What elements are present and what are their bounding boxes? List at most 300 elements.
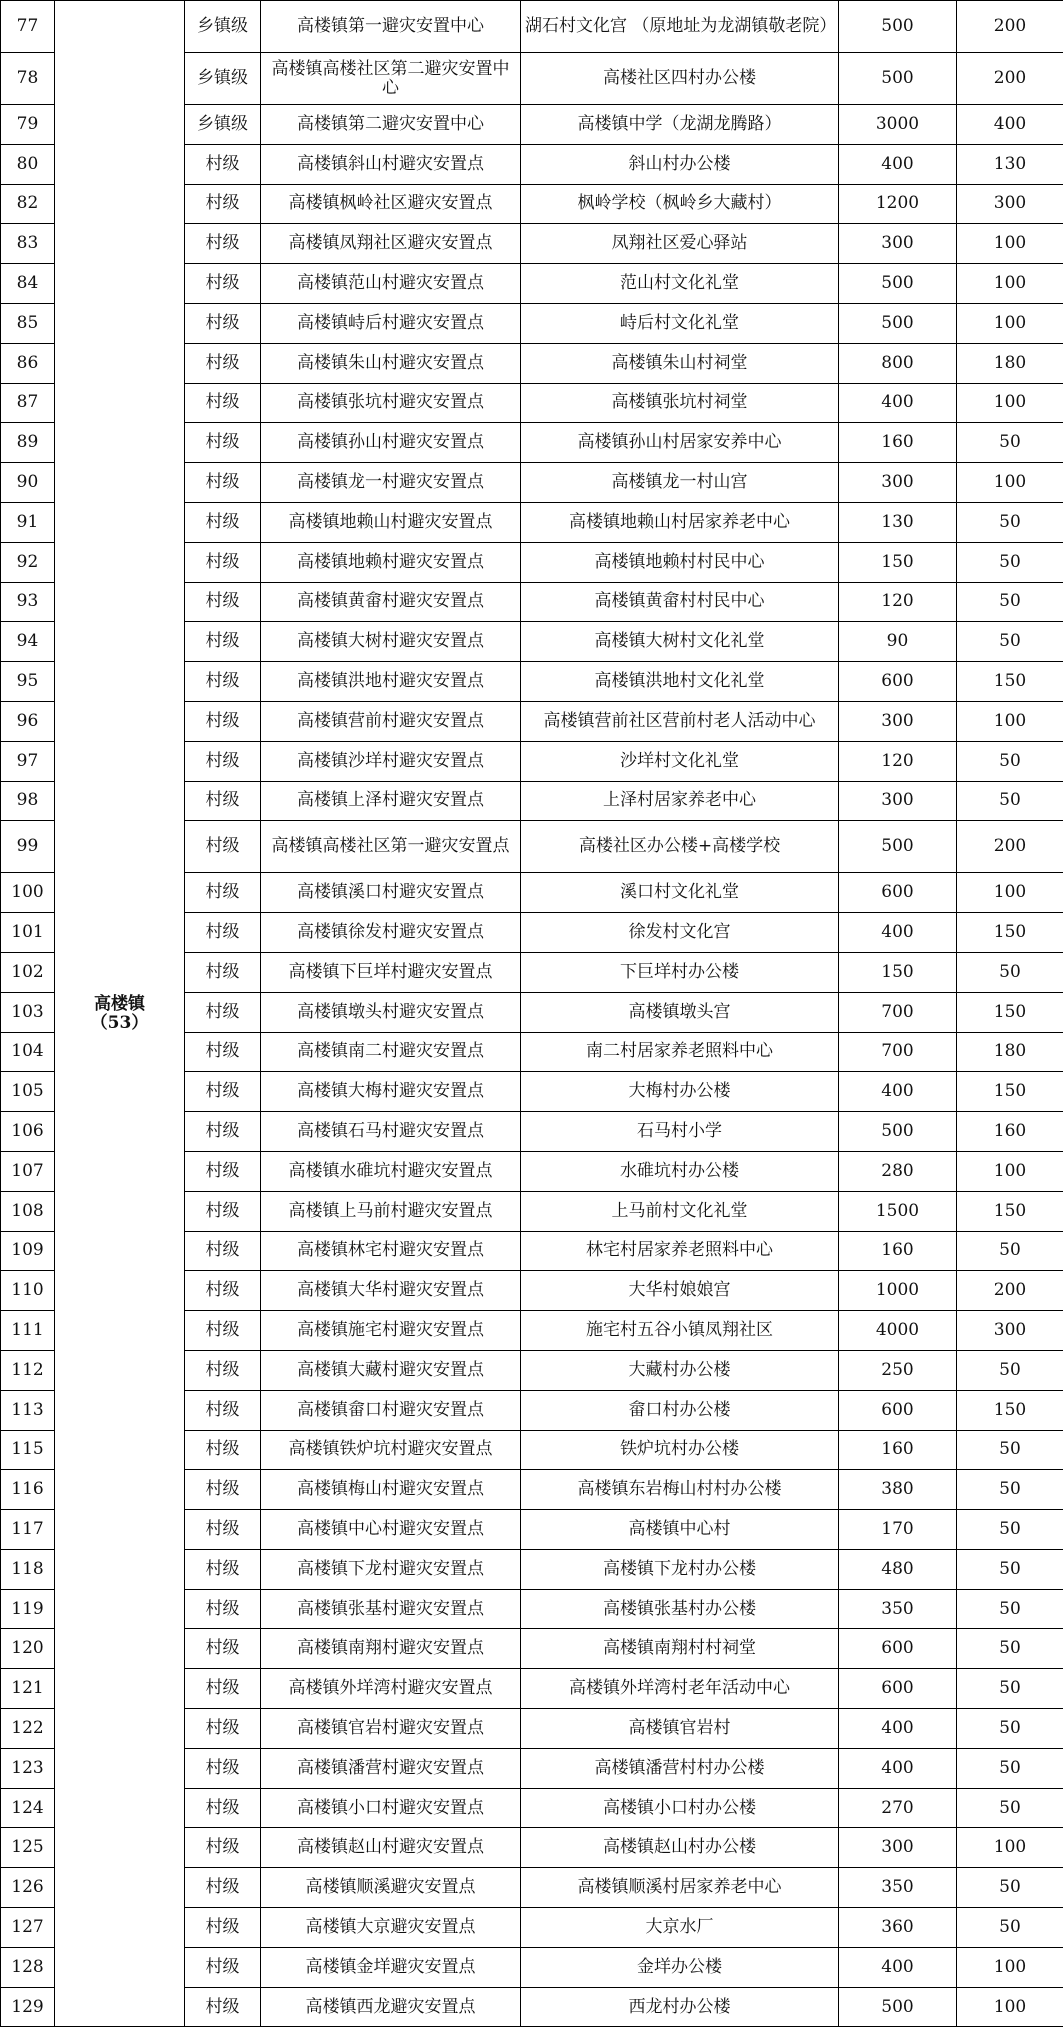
- location-cell: 高楼镇孙山村居家安养中心: [521, 423, 839, 463]
- level-cell: 村级: [185, 741, 261, 781]
- level-cell: 乡镇级: [185, 53, 261, 105]
- table-body: [1, 1, 1063, 2027]
- level-cell: 村级: [185, 1112, 261, 1152]
- row-number-cell: 92: [1, 542, 55, 582]
- level-cell: 村级: [185, 1709, 261, 1749]
- level-cell: 村级: [185, 502, 261, 542]
- shelter-name-cell: 高楼镇南二村避灾安置点: [261, 1032, 521, 1072]
- level-cell: 村级: [185, 542, 261, 582]
- capacity-cell: 50: [957, 952, 1063, 992]
- town-count: （53）: [90, 1012, 149, 1033]
- capacity-cell: 50: [957, 423, 1063, 463]
- location-cell: 高楼镇南翔村村祠堂: [521, 1629, 839, 1669]
- capacity-cell: 100: [957, 383, 1063, 423]
- location-cell: 南二村居家养老照料中心: [521, 1032, 839, 1072]
- area-cell: 480: [839, 1549, 957, 1589]
- area-cell: 500: [839, 303, 957, 343]
- shelter-name-cell: 高楼镇小口村避灾安置点: [261, 1788, 521, 1828]
- level-cell: 乡镇级: [185, 1, 261, 53]
- shelter-name-cell: 高楼镇畲口村避灾安置点: [261, 1390, 521, 1430]
- area-cell: 400: [839, 1072, 957, 1112]
- area-cell: 400: [839, 1748, 957, 1788]
- row-number-cell: 118: [1, 1549, 55, 1589]
- area-cell: 700: [839, 992, 957, 1032]
- capacity-cell: 150: [957, 1191, 1063, 1231]
- shelter-name-cell: 高楼镇赵山村避灾安置点: [261, 1828, 521, 1868]
- level-cell: 村级: [185, 1788, 261, 1828]
- location-cell: 高楼镇黄畲村村民中心: [521, 582, 839, 622]
- location-cell: 高楼镇顺溪村居家养老中心: [521, 1868, 839, 1908]
- row-number-cell: 87: [1, 383, 55, 423]
- area-cell: 270: [839, 1788, 957, 1828]
- area-cell: 350: [839, 1868, 957, 1908]
- shelter-name-cell: 高楼镇外垟湾村避灾安置点: [261, 1669, 521, 1709]
- shelter-name-cell: 高楼镇大华村避灾安置点: [261, 1271, 521, 1311]
- capacity-cell: 400: [957, 105, 1063, 145]
- level-cell: 村级: [185, 463, 261, 503]
- location-cell: 高楼镇小口村办公楼: [521, 1788, 839, 1828]
- location-cell: 峙后村文化礼堂: [521, 303, 839, 343]
- location-cell: 高楼镇张基村办公楼: [521, 1589, 839, 1629]
- capacity-cell: 100: [957, 264, 1063, 304]
- capacity-cell: 150: [957, 913, 1063, 953]
- shelter-name-cell: 高楼镇大藏村避灾安置点: [261, 1350, 521, 1390]
- row-number-cell: 115: [1, 1430, 55, 1470]
- shelter-name-cell: 高楼镇水碓坑村避灾安置点: [261, 1151, 521, 1191]
- shelter-name-cell: 高楼镇梅山村避灾安置点: [261, 1470, 521, 1510]
- location-cell: 高楼镇潘营村村办公楼: [521, 1748, 839, 1788]
- capacity-cell: 180: [957, 343, 1063, 383]
- location-cell: 高楼镇中学（龙湖龙腾路）: [521, 105, 839, 145]
- row-number-cell: 105: [1, 1072, 55, 1112]
- level-cell: 村级: [185, 1151, 261, 1191]
- location-cell: 高楼镇下龙村办公楼: [521, 1549, 839, 1589]
- level-cell: 村级: [185, 992, 261, 1032]
- location-cell: 溪口村文化礼堂: [521, 873, 839, 913]
- shelter-name-cell: 高楼镇高楼社区第二避灾安置中心: [261, 53, 521, 105]
- row-number-cell: 84: [1, 264, 55, 304]
- row-number-cell: 102: [1, 952, 55, 992]
- capacity-cell: 100: [957, 224, 1063, 264]
- capacity-cell: 50: [957, 1868, 1063, 1908]
- shelter-name-cell: 高楼镇上泽村避灾安置点: [261, 781, 521, 821]
- area-cell: 400: [839, 1947, 957, 1987]
- row-number-cell: 125: [1, 1828, 55, 1868]
- shelter-name-cell: 高楼镇营前村避灾安置点: [261, 701, 521, 741]
- area-cell: 160: [839, 1430, 957, 1470]
- capacity-cell: 100: [957, 1828, 1063, 1868]
- level-cell: 村级: [185, 701, 261, 741]
- level-cell: 村级: [185, 1191, 261, 1231]
- capacity-cell: 50: [957, 1231, 1063, 1271]
- shelter-name-cell: 高楼镇范山村避灾安置点: [261, 264, 521, 304]
- area-cell: 280: [839, 1151, 957, 1191]
- area-cell: 1500: [839, 1191, 957, 1231]
- shelter-name-cell: 高楼镇朱山村避灾安置点: [261, 343, 521, 383]
- level-cell: 村级: [185, 1390, 261, 1430]
- area-cell: 90: [839, 622, 957, 662]
- capacity-cell: 50: [957, 1908, 1063, 1948]
- area-cell: 160: [839, 423, 957, 463]
- area-cell: 120: [839, 582, 957, 622]
- level-cell: 村级: [185, 423, 261, 463]
- location-cell: 斜山村办公楼: [521, 144, 839, 184]
- row-number-cell: 109: [1, 1231, 55, 1271]
- capacity-cell: 150: [957, 662, 1063, 702]
- capacity-cell: 50: [957, 1470, 1063, 1510]
- row-number-cell: 123: [1, 1748, 55, 1788]
- location-cell: 高楼镇地赖山村居家养老中心: [521, 502, 839, 542]
- location-cell: 高楼镇张坑村祠堂: [521, 383, 839, 423]
- shelter-name-cell: 高楼镇大树村避灾安置点: [261, 622, 521, 662]
- shelter-name-cell: 高楼镇黄畲村避灾安置点: [261, 582, 521, 622]
- location-cell: 上马前村文化礼堂: [521, 1191, 839, 1231]
- shelter-name-cell: 高楼镇潘营村避灾安置点: [261, 1748, 521, 1788]
- level-cell: 村级: [185, 582, 261, 622]
- shelter-name-cell: 高楼镇峙后村避灾安置点: [261, 303, 521, 343]
- location-cell: 高楼镇龙一村山宫: [521, 463, 839, 503]
- area-cell: 360: [839, 1908, 957, 1948]
- capacity-cell: 300: [957, 1311, 1063, 1351]
- area-cell: 700: [839, 1032, 957, 1072]
- shelter-name-cell: 高楼镇林宅村避灾安置点: [261, 1231, 521, 1271]
- row-number-cell: 121: [1, 1669, 55, 1709]
- shelter-name-cell: 高楼镇地赖山村避灾安置点: [261, 502, 521, 542]
- level-cell: 村级: [185, 913, 261, 953]
- row-number-cell: 91: [1, 502, 55, 542]
- shelter-name-cell: 高楼镇墩头村避灾安置点: [261, 992, 521, 1032]
- shelter-name-cell: 高楼镇高楼社区第一避灾安置点: [261, 821, 521, 873]
- shelter-name-cell: 高楼镇西龙避灾安置点: [261, 1987, 521, 2027]
- row-number-cell: 86: [1, 343, 55, 383]
- shelter-name-cell: 高楼镇官岩村避灾安置点: [261, 1709, 521, 1749]
- capacity-cell: 100: [957, 1947, 1063, 1987]
- capacity-cell: 100: [957, 463, 1063, 503]
- table-row: [1, 1, 1063, 53]
- area-cell: 3000: [839, 105, 957, 145]
- capacity-cell: 50: [957, 1709, 1063, 1749]
- location-cell: 高楼镇墩头宫: [521, 992, 839, 1032]
- capacity-cell: 100: [957, 1151, 1063, 1191]
- area-cell: 350: [839, 1589, 957, 1629]
- location-cell: 大华村娘娘宫: [521, 1271, 839, 1311]
- shelter-name-cell: 高楼镇孙山村避灾安置点: [261, 423, 521, 463]
- row-number-cell: 78: [1, 53, 55, 105]
- capacity-cell: 50: [957, 1788, 1063, 1828]
- shelter-name-cell: 高楼镇溪口村避灾安置点: [261, 873, 521, 913]
- capacity-cell: 150: [957, 992, 1063, 1032]
- row-number-cell: 120: [1, 1629, 55, 1669]
- capacity-cell: 50: [957, 1430, 1063, 1470]
- location-cell: 施宅村五谷小镇凤翔社区: [521, 1311, 839, 1351]
- capacity-cell: 160: [957, 1112, 1063, 1152]
- capacity-cell: 100: [957, 701, 1063, 741]
- area-cell: 250: [839, 1350, 957, 1390]
- location-cell: 沙垟村文化礼堂: [521, 741, 839, 781]
- capacity-cell: 50: [957, 1589, 1063, 1629]
- capacity-cell: 50: [957, 1510, 1063, 1550]
- location-cell: 石马村小学: [521, 1112, 839, 1152]
- row-number-cell: 93: [1, 582, 55, 622]
- town-cell: [55, 1, 185, 2027]
- row-number-cell: 100: [1, 873, 55, 913]
- level-cell: 村级: [185, 1311, 261, 1351]
- level-cell: 村级: [185, 1510, 261, 1550]
- shelter-name-cell: 高楼镇洪地村避灾安置点: [261, 662, 521, 702]
- row-number-cell: 80: [1, 144, 55, 184]
- area-cell: 150: [839, 542, 957, 582]
- area-cell: 500: [839, 264, 957, 304]
- shelter-name-cell: 高楼镇顺溪避灾安置点: [261, 1868, 521, 1908]
- capacity-cell: 150: [957, 1072, 1063, 1112]
- area-cell: 500: [839, 821, 957, 873]
- capacity-cell: 100: [957, 873, 1063, 913]
- row-number-cell: 117: [1, 1510, 55, 1550]
- level-cell: 村级: [185, 184, 261, 224]
- row-number-cell: 103: [1, 992, 55, 1032]
- level-cell: 村级: [185, 1470, 261, 1510]
- location-cell: 枫岭学校（枫岭乡大藏村）: [521, 184, 839, 224]
- area-cell: 300: [839, 781, 957, 821]
- row-number-cell: 96: [1, 701, 55, 741]
- level-cell: 村级: [185, 952, 261, 992]
- shelter-name-cell: 高楼镇大梅村避灾安置点: [261, 1072, 521, 1112]
- location-cell: 林宅村居家养老照料中心: [521, 1231, 839, 1271]
- capacity-cell: 180: [957, 1032, 1063, 1072]
- capacity-cell: 200: [957, 53, 1063, 105]
- level-cell: 村级: [185, 1748, 261, 1788]
- area-cell: 4000: [839, 1311, 957, 1351]
- capacity-cell: 50: [957, 502, 1063, 542]
- level-cell: 村级: [185, 224, 261, 264]
- area-cell: 1000: [839, 1271, 957, 1311]
- shelter-name-cell: 高楼镇大京避灾安置点: [261, 1908, 521, 1948]
- level-cell: 村级: [185, 1430, 261, 1470]
- shelter-name-cell: 高楼镇斜山村避灾安置点: [261, 144, 521, 184]
- area-cell: 300: [839, 463, 957, 503]
- row-number-cell: 104: [1, 1032, 55, 1072]
- level-cell: 村级: [185, 1589, 261, 1629]
- area-cell: 400: [839, 1709, 957, 1749]
- shelter-name-cell: 高楼镇石马村避灾安置点: [261, 1112, 521, 1152]
- capacity-cell: 50: [957, 1629, 1063, 1669]
- location-cell: 畲口村办公楼: [521, 1390, 839, 1430]
- shelter-name-cell: 高楼镇沙垟村避灾安置点: [261, 741, 521, 781]
- location-cell: 下巨垟村办公楼: [521, 952, 839, 992]
- level-cell: 村级: [185, 662, 261, 702]
- area-cell: 600: [839, 1629, 957, 1669]
- level-cell: 村级: [185, 1350, 261, 1390]
- area-cell: 500: [839, 1987, 957, 2027]
- level-cell: 村级: [185, 1947, 261, 1987]
- row-number-cell: 101: [1, 913, 55, 953]
- capacity-cell: 50: [957, 741, 1063, 781]
- area-cell: 300: [839, 701, 957, 741]
- location-cell: 水碓坑村办公楼: [521, 1151, 839, 1191]
- shelter-name-cell: 高楼镇龙一村避灾安置点: [261, 463, 521, 503]
- area-cell: 600: [839, 1390, 957, 1430]
- row-number-cell: 79: [1, 105, 55, 145]
- area-cell: 1200: [839, 184, 957, 224]
- capacity-cell: 130: [957, 144, 1063, 184]
- area-cell: 800: [839, 343, 957, 383]
- location-cell: 凤翔社区爱心驿站: [521, 224, 839, 264]
- row-number-cell: 94: [1, 622, 55, 662]
- location-cell: 上泽村居家养老中心: [521, 781, 839, 821]
- row-number-cell: 82: [1, 184, 55, 224]
- area-cell: 500: [839, 1112, 957, 1152]
- level-cell: 村级: [185, 1629, 261, 1669]
- capacity-cell: 200: [957, 1271, 1063, 1311]
- location-cell: 湖石村文化宫 （原地址为龙湖镇敬老院）: [521, 1, 839, 53]
- location-cell: 高楼镇大树村文化礼堂: [521, 622, 839, 662]
- level-cell: 村级: [185, 144, 261, 184]
- capacity-cell: 50: [957, 582, 1063, 622]
- area-cell: 170: [839, 1510, 957, 1550]
- capacity-cell: 50: [957, 1350, 1063, 1390]
- capacity-cell: 100: [957, 303, 1063, 343]
- shelter-name-cell: 高楼镇南翔村避灾安置点: [261, 1629, 521, 1669]
- level-cell: 村级: [185, 873, 261, 913]
- area-cell: 300: [839, 1828, 957, 1868]
- row-number-cell: 126: [1, 1868, 55, 1908]
- row-number-cell: 89: [1, 423, 55, 463]
- row-number-cell: 85: [1, 303, 55, 343]
- row-number-cell: 112: [1, 1350, 55, 1390]
- row-number-cell: 119: [1, 1589, 55, 1629]
- location-cell: 范山村文化礼堂: [521, 264, 839, 304]
- area-cell: 160: [839, 1231, 957, 1271]
- area-cell: 600: [839, 873, 957, 913]
- capacity-cell: 50: [957, 622, 1063, 662]
- capacity-cell: 50: [957, 542, 1063, 582]
- capacity-cell: 200: [957, 821, 1063, 873]
- shelter-name-cell: 高楼镇凤翔社区避灾安置点: [261, 224, 521, 264]
- location-cell: 高楼镇东岩梅山村村办公楼: [521, 1470, 839, 1510]
- level-cell: 村级: [185, 1231, 261, 1271]
- row-number-cell: 106: [1, 1112, 55, 1152]
- row-number-cell: 113: [1, 1390, 55, 1430]
- area-cell: 130: [839, 502, 957, 542]
- area-cell: 600: [839, 662, 957, 702]
- row-number-cell: 107: [1, 1151, 55, 1191]
- level-cell: 村级: [185, 821, 261, 873]
- location-cell: 高楼镇地赖村村民中心: [521, 542, 839, 582]
- level-cell: 村级: [185, 1828, 261, 1868]
- row-number-cell: 110: [1, 1271, 55, 1311]
- shelter-name-cell: 高楼镇中心村避灾安置点: [261, 1510, 521, 1550]
- capacity-cell: 150: [957, 1390, 1063, 1430]
- area-cell: 400: [839, 144, 957, 184]
- location-cell: 铁炉坑村办公楼: [521, 1430, 839, 1470]
- level-cell: 村级: [185, 1868, 261, 1908]
- row-number-cell: 98: [1, 781, 55, 821]
- level-cell: 村级: [185, 383, 261, 423]
- shelter-name-cell: 高楼镇下巨垟村避灾安置点: [261, 952, 521, 992]
- location-cell: 高楼镇营前社区营前村老人活动中心: [521, 701, 839, 741]
- row-number-cell: 116: [1, 1470, 55, 1510]
- level-cell: 村级: [185, 1987, 261, 2027]
- level-cell: 村级: [185, 781, 261, 821]
- capacity-cell: 50: [957, 781, 1063, 821]
- level-cell: 村级: [185, 303, 261, 343]
- area-cell: 120: [839, 741, 957, 781]
- level-cell: 村级: [185, 264, 261, 304]
- location-cell: 高楼镇赵山村办公楼: [521, 1828, 839, 1868]
- row-number-cell: 108: [1, 1191, 55, 1231]
- row-number-cell: 83: [1, 224, 55, 264]
- row-number-cell: 128: [1, 1947, 55, 1987]
- shelter-name-cell: 高楼镇枫岭社区避灾安置点: [261, 184, 521, 224]
- level-cell: 乡镇级: [185, 105, 261, 145]
- row-number-cell: 129: [1, 1987, 55, 2027]
- shelter-name-cell: 高楼镇金垟避灾安置点: [261, 1947, 521, 1987]
- location-cell: 高楼社区四村办公楼: [521, 53, 839, 105]
- area-cell: 150: [839, 952, 957, 992]
- row-number-cell: 111: [1, 1311, 55, 1351]
- level-cell: 村级: [185, 1032, 261, 1072]
- shelter-name-cell: 高楼镇第一避灾安置中心: [261, 1, 521, 53]
- location-cell: 大梅村办公楼: [521, 1072, 839, 1112]
- row-number-cell: 77: [1, 1, 55, 53]
- area-cell: 400: [839, 383, 957, 423]
- shelter-name-cell: 高楼镇地赖村避灾安置点: [261, 542, 521, 582]
- shelter-name-cell: 高楼镇徐发村避灾安置点: [261, 913, 521, 953]
- location-cell: 高楼镇外垟湾村老年活动中心: [521, 1669, 839, 1709]
- row-number-cell: 95: [1, 662, 55, 702]
- location-cell: 西龙村办公楼: [521, 1987, 839, 2027]
- shelter-name-cell: 高楼镇施宅村避灾安置点: [261, 1311, 521, 1351]
- level-cell: 村级: [185, 1669, 261, 1709]
- area-cell: 500: [839, 1, 957, 53]
- location-cell: 徐发村文化宫: [521, 913, 839, 953]
- location-cell: 高楼镇朱山村祠堂: [521, 343, 839, 383]
- level-cell: 村级: [185, 1908, 261, 1948]
- row-number-cell: 99: [1, 821, 55, 873]
- capacity-cell: 200: [957, 1, 1063, 53]
- row-number-cell: 97: [1, 741, 55, 781]
- level-cell: 村级: [185, 343, 261, 383]
- shelter-name-cell: 高楼镇张基村避灾安置点: [261, 1589, 521, 1629]
- location-cell: 高楼镇洪地村文化礼堂: [521, 662, 839, 702]
- area-cell: 380: [839, 1470, 957, 1510]
- capacity-cell: 50: [957, 1669, 1063, 1709]
- location-cell: 大京水厂: [521, 1908, 839, 1948]
- area-cell: 400: [839, 913, 957, 953]
- area-cell: 600: [839, 1669, 957, 1709]
- level-cell: 村级: [185, 1549, 261, 1589]
- shelter-name-cell: 高楼镇下龙村避灾安置点: [261, 1549, 521, 1589]
- shelter-name-cell: 高楼镇第二避灾安置中心: [261, 105, 521, 145]
- location-cell: 大藏村办公楼: [521, 1350, 839, 1390]
- area-cell: 300: [839, 224, 957, 264]
- capacity-cell: 50: [957, 1549, 1063, 1589]
- row-number-cell: 124: [1, 1788, 55, 1828]
- level-cell: 村级: [185, 1271, 261, 1311]
- row-number-cell: 122: [1, 1709, 55, 1749]
- location-cell: 高楼镇中心村: [521, 1510, 839, 1550]
- capacity-cell: 300: [957, 184, 1063, 224]
- location-cell: 金垟办公楼: [521, 1947, 839, 1987]
- level-cell: 村级: [185, 622, 261, 662]
- area-cell: 500: [839, 53, 957, 105]
- shelter-name-cell: 高楼镇上马前村避灾安置点: [261, 1191, 521, 1231]
- capacity-cell: 50: [957, 1748, 1063, 1788]
- shelter-name-cell: 高楼镇铁炉坑村避灾安置点: [261, 1430, 521, 1470]
- level-cell: 村级: [185, 1072, 261, 1112]
- capacity-cell: 100: [957, 1987, 1063, 2027]
- row-number-cell: 127: [1, 1908, 55, 1948]
